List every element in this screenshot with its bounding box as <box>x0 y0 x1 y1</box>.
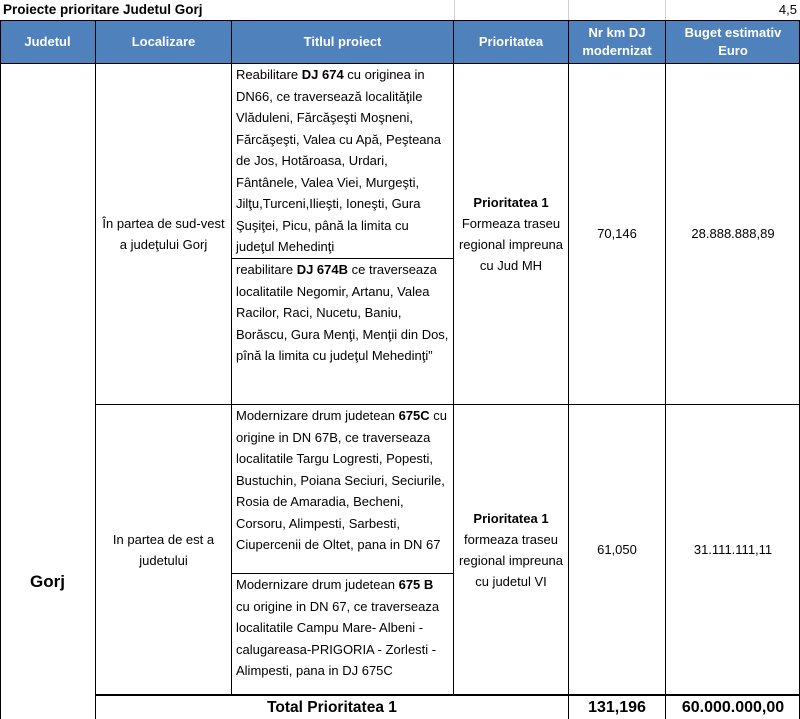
total-buget: 60.000.000,00 <box>681 698 785 716</box>
group-2-km: 61,050 <box>597 541 637 557</box>
group-1-prioritatea <box>454 64 568 404</box>
road-code-675c: 675C <box>398 408 430 423</box>
road-code-dj674: DJ 674 <box>301 67 344 82</box>
group-1-priority-desc: Formeaza traseu regional impreuna cu Jud MH <box>458 216 564 273</box>
header-nr-km <box>569 21 665 63</box>
group-1-project-1-title: Reabilitare DJ 674 cu originea in DN66, ce traversează localităţile Vlăduleni, Fărcăşeşti Moşneni, Fărcăşeşti, Valea cu Apă, Peşteana de Jos, Hotăroasa, Urdari, Fântânele, Valea Viei, Murgeşti, Jilţu,Turceni,Ilieşti, Ioneşti, Gura Şuşiţei, Picu, până la limita cu judeţul Mehedinţi <box>236 67 441 254</box>
header-nr-km-line1: Nr km DJ <box>588 25 646 40</box>
group-1-buget: 28.888.888,89 <box>691 226 775 242</box>
sheet-title: Proiecte prioritare Judetul Gorj <box>3 2 203 17</box>
group-2-localizare: In partea de est a judetului <box>112 531 215 568</box>
group-2-buget: 31.111.111,11 <box>693 541 773 557</box>
group-1-project-2-title: reabilitare DJ 674B ce traverseaza localitatile Negomir, Artanu, Valea Racilor, Raci, Nucetu, Baniu, Borăscu, Gura Menţi, Menţii din Dos, pînă la limita cu judeţul Mehedinţi” <box>236 262 449 363</box>
group-2-priority-desc: formeaza traseu regional impreuna cu judetul VI <box>458 531 564 589</box>
header-buget <box>666 21 800 63</box>
header-localizare: Localizare <box>96 21 231 63</box>
header-prioritatea: Prioritatea <box>454 21 568 63</box>
total-km: 131,196 <box>588 698 646 716</box>
group-1-localizare: În partea de sud-vest a judeţului Gorj <box>102 216 225 252</box>
header-nr-km-line2: modernizat <box>582 43 652 58</box>
group-1-priority-label: Prioritatea 1 <box>473 195 549 210</box>
group-1-km: 70,146 <box>597 226 637 242</box>
header-titlu-proiect: Titlul proiect <box>232 21 453 63</box>
group-2-project-2-title: Modernizare drum judetean 675 B cu origine in DN 67, ce traverseaza localitatile Campu Mare- Albeni - calugareasa-PRIGORIA - Zorlesti - Alimpesti, pana in DJ 675C <box>236 577 440 678</box>
header-buget-line1: Buget estimativ <box>684 25 782 40</box>
total-label: Total Prioritatea 1 <box>267 698 397 716</box>
header-buget-line2: Euro <box>718 43 748 58</box>
group-2-prioritatea <box>454 405 568 694</box>
header-judetul: Judetul <box>0 21 95 63</box>
judet-cell: Gorj <box>30 571 65 591</box>
group-2-priority-label: Prioritatea 1 <box>473 510 549 526</box>
group-2-project-1-title: Modernizare drum judetean 675C cu origine in DN 67B, ce traverseaza localitatile Targu Logresti, Popesti, Bustuchin, Poiana Seciuri, Seciurile, Rosia de Amaradia, Becheni, Corsoru, Alimpesti, Sarbesti, Ciupercenii de Oltet, pana in DN 67 <box>236 408 448 552</box>
top-value: 4,5 <box>778 2 797 17</box>
road-code-dj674b: DJ 674B <box>296 262 349 277</box>
road-code-675b: 675 B <box>398 577 434 592</box>
